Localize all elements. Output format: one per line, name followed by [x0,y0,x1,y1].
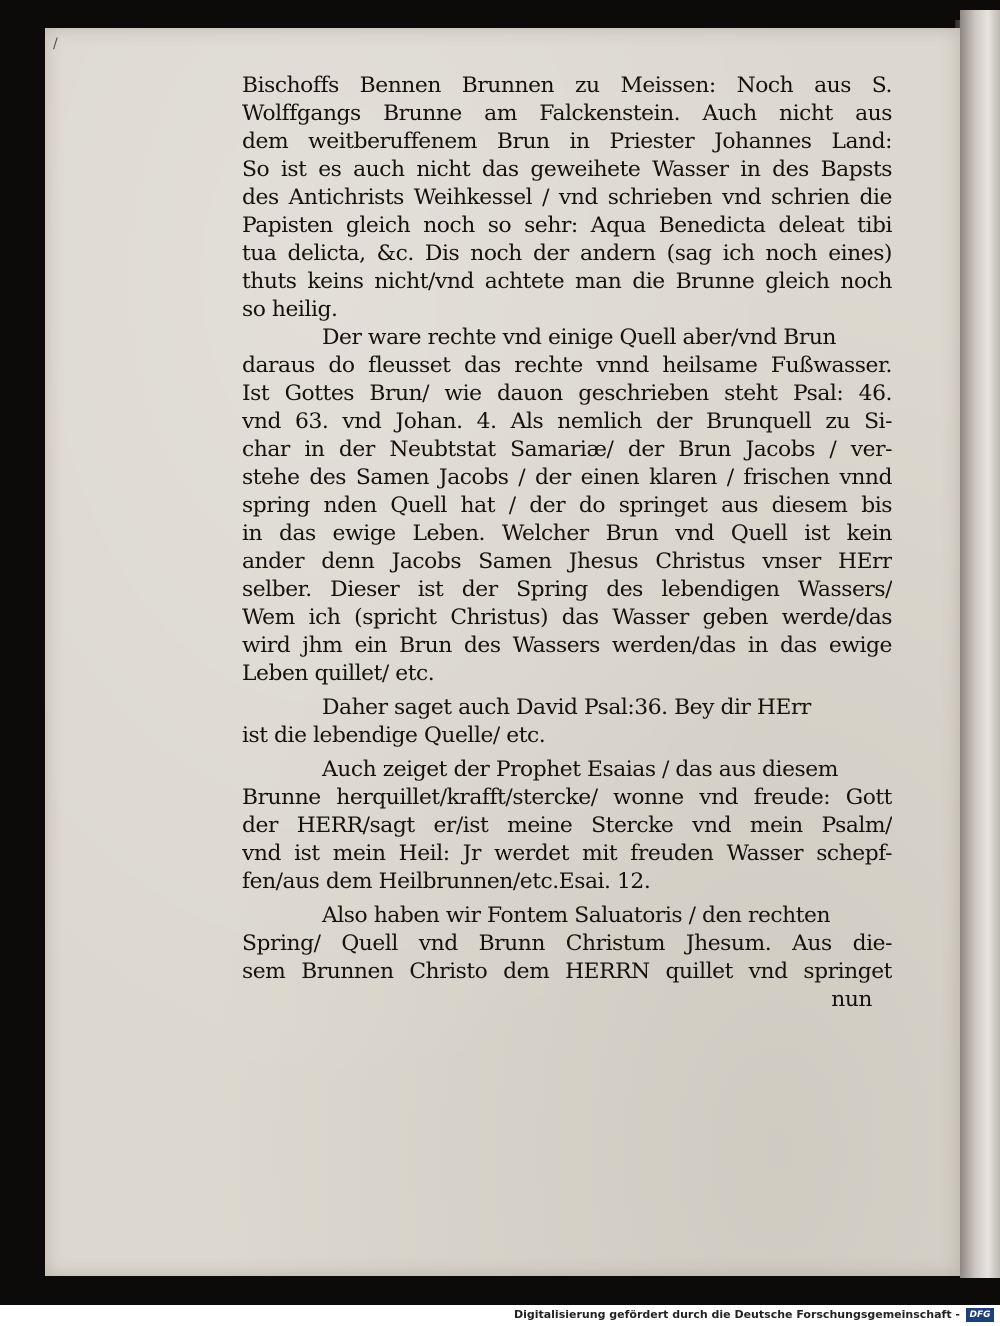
text-line: Papisten gleich noch so sehr: Aqua Benedicta deleat tibi [242,213,892,238]
text-line: dem weitberuffenem Brun in Priester Johannes Land: [242,129,892,154]
text-line: daraus do fleusset das rechte vnnd heilsame Fußwasser. [242,353,892,378]
text-line: char in der Neubtstat Samariæ/ der Brun Jacobs / ver- [242,437,892,462]
text-line: selber. Dieser ist der Spring des lebendigen Wassers/ [242,577,892,602]
text-line: vnd 63. vnd Johan. 4. Als nemlich der Brunquell zu Si- [242,409,892,434]
text-line: Ist Gottes Brun/ wie dauon geschrieben steht Psal: 46. [242,381,892,406]
text-line: Brunne herquillet/krafft/stercke/ wonne vnd freude: Gott [242,785,892,810]
text-line: sem Brunnen Christo dem HERRN quillet vnd springet [242,959,892,984]
text-line: tua delicta, &c. Dis noch der andern (sag ich noch eines) [242,241,892,266]
text-line: Bischoffs Bennen Brunnen zu Meissen: Noch aus S. [242,73,892,98]
text-line: Wem ich (spricht Christus) das Wasser geben werde/das [242,605,892,630]
catchword: nun [831,987,872,1012]
text-line: spring nden Quell hat / der do springet aus diesem bis [242,493,892,518]
text-line: Leben quillet/ etc. [242,661,435,686]
text-line: Daher saget auch David Psal:36. Bey dir HErr [322,695,811,720]
text-line: wird jhm ein Brun des Wassers werden/das in das ewige [242,633,892,658]
footer-bar [0,1305,1000,1326]
text-line: Der ware rechte vnd einige Quell aber/vnd Brun [322,325,837,350]
text-line: Auch zeiget der Prophet Esaias / das aus diesem [322,757,838,782]
text-line: thuts keins nicht/vnd achtete man die Brunne gleich noch [242,269,892,294]
dfg-logo[interactable]: DFG [966,1308,994,1322]
text-line: der HERR/sagt er/ist meine Stercke vnd mein Psalm/ [242,813,892,838]
text-line: Wolffgangs Brunne am Falckenstein. Auch nicht aus [242,101,892,126]
text-line: ander denn Jacobs Samen Jhesus Christus vnser HErr [242,549,892,574]
text-line: Spring/ Quell vnd Brunn Christum Jhesum. Aus die- [242,931,892,956]
funding-credit: Digitalisierung gefördert durch die Deutsche Forschungsgemeinschaft - [513,1308,960,1321]
fold-mark: / [53,36,58,52]
next-page-edge [960,10,1000,1278]
text-line: des Antichrists Weihkessel / vnd schrieben vnd schrien die [242,185,892,210]
page-text [242,72,892,1172]
text-line: fen/aus dem Heilbrunnen/etc.Esai. 12. [242,869,651,894]
text-line: ist die lebendige Quelle/ etc. [242,723,546,748]
text-line: Also haben wir Fontem Saluatoris / den rechten [322,903,831,928]
text-line: vnd ist mein Heil: Jr werdet mit freuden Wasser schepf- [242,841,892,866]
text-line: So ist es auch nicht das geweihete Wasser in des Bapsts [242,157,892,182]
text-line: stehe des Samen Jacobs / der einen klaren / frischen vnnd [242,465,892,490]
text-line: in das ewige Leben. Welcher Brun vnd Quell ist kein [242,521,892,546]
text-line: so heilig. [242,297,338,322]
